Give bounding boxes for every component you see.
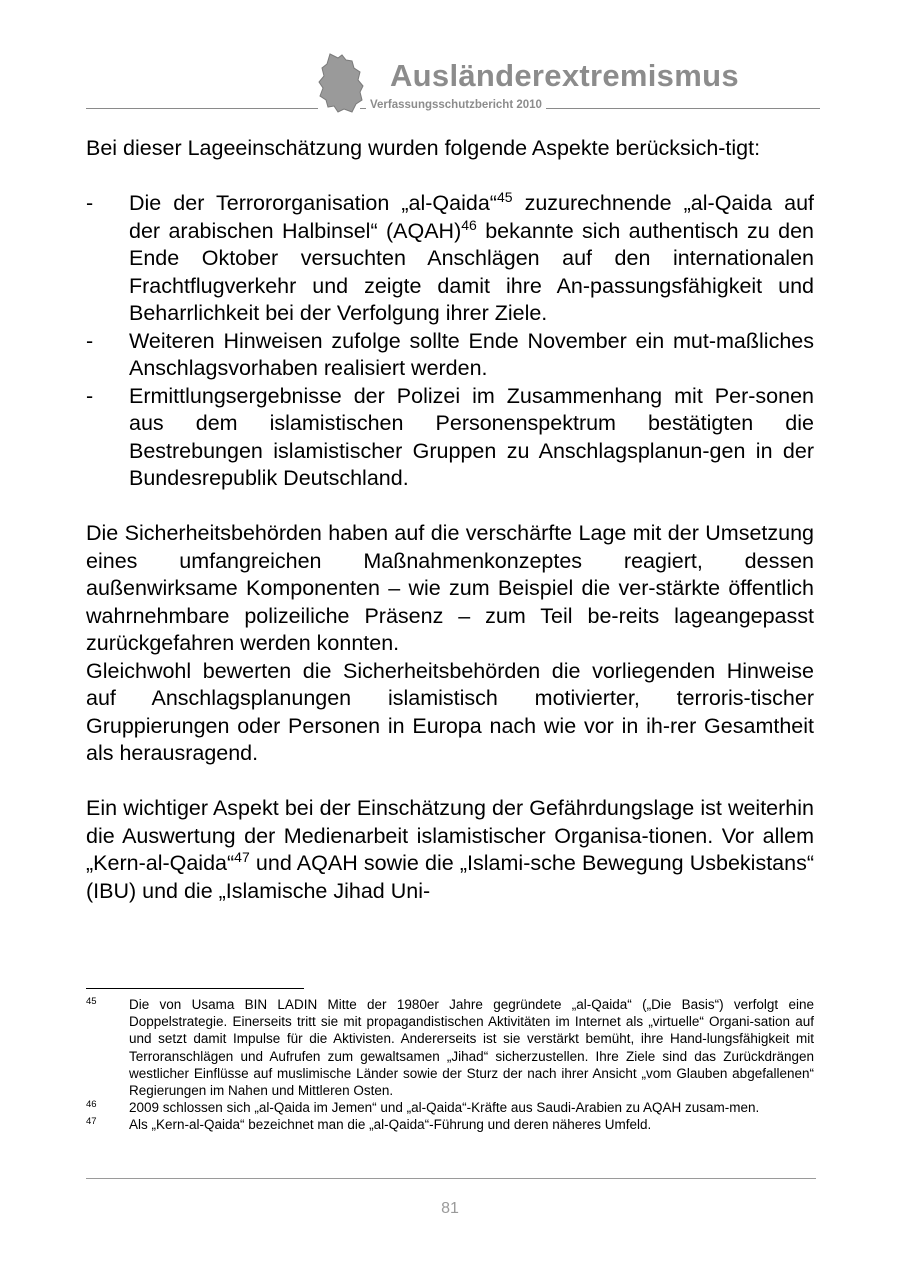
- paragraph-media: [86, 795, 814, 905]
- bullet-item: [86, 383, 814, 493]
- footnote-number: 45: [86, 996, 97, 1007]
- saxony-anhalt-map-icon: [316, 52, 366, 114]
- bullet-text: Ermittlungsergebnisse der Polizei im Zusammenhang mit Per-sonen aus dem islamistischen Personenspektrum bestätigten die Bestrebungen islamistischer Gruppen zu Anschlagsplanun-gen in der Bundesrepublik Deutschland.: [129, 383, 814, 490]
- footnote-45: [86, 996, 814, 1099]
- bullet-text: Die der Terrororganisation „al-Qaida“: [129, 191, 497, 215]
- bullet-item: [86, 190, 814, 328]
- footnotes: [86, 996, 814, 1134]
- bullet-text: bekannte sich authentisch zu den Ende Oktober versuchten Anschlägen auf den internationalen Frachtflugverkehr und zeigte damit ihre An-passungsfähigkeit und Beharrlichkeit bei der Verfolgung ihrer Ziele.: [129, 218, 814, 325]
- bullet-dash: -: [86, 191, 94, 215]
- header-rule-left: [86, 108, 318, 109]
- bullet-dash: -: [86, 328, 94, 353]
- paragraph-measures: Die Sicherheitsbehörden haben auf die verschärfte Lage mit der Umsetzung eines umfangreichen Maßnahmenkonzeptes reagiert, dessen außenwirksame Komponenten – wie zum Beispiel die ver-stärkte öffentlich wahrnehmbare polizeiliche Präsenz – zum Teil be-reits lageangepasst zurückgefahren werden konnten.: [86, 521, 814, 655]
- footnote-text: Als „Kern-al-Qaida“ bezeichnet man die „al-Qaida“-Führung und deren näheres Umfeld.: [129, 1117, 652, 1133]
- bullet-item: [86, 328, 814, 383]
- bullet-text: zuzurechnende „al-Qaida auf der arabischen Halbinsel“ (AQAH): [129, 191, 815, 243]
- paragraph-text: und AQAH sowie die „Islami-sche Bewegung Usbekistans“ (IBU) und die „Islamische Jihad Uni-: [86, 851, 814, 903]
- intro-paragraph: Bei dieser Lageeinschätzung wurden folgende Aspekte berücksich-tigt:: [86, 136, 761, 160]
- footnote-ref-46: 46: [461, 216, 477, 233]
- footnote-ref-47: 47: [234, 848, 250, 865]
- header-subtitle: Verfassungsschutzbericht 2010: [366, 99, 546, 111]
- footnote-text: Die von Usama BIN LADIN Mitte der 1980er Jahre gegründete „al-Qaida“ („Die Basis“) verfolgt eine Doppelstrategie. Einerseits tritt sie mit propagandistischen Aktivitäten im Internet als „virtuelle“ Organi-sation auf und setzt damit Impulse für die Aktivisten. Andererseits ist sie verstärkt bemüht, ihre Hand-lungsfähigkeit mit Terroranschlägen und Aufrufen zum gewaltsamen „Jihad“ sicherzustellen. Ihre Ziele sind das Zurückdrängen westlicher Einflüsse auf muslimische Länder sowie der Sturz der nach ihrer Ansicht „vom Glauben abgefallenen“ Regierungen im Nahen und Mittleren Osten.: [129, 997, 814, 1099]
- header-title: Ausländerextremismus: [390, 58, 739, 93]
- footnote-46: [86, 1099, 814, 1116]
- footnote-number: 46: [86, 1099, 97, 1111]
- page-number: 81: [441, 1200, 459, 1217]
- footnote-ref-45: 45: [496, 188, 513, 205]
- footer-rule: [86, 1178, 816, 1179]
- footnote-separator: [86, 988, 304, 989]
- footnote-number: 47: [86, 1116, 97, 1128]
- footnote-47: [86, 1116, 814, 1133]
- page-header: [0, 0, 900, 130]
- bullet-dash: -: [86, 383, 94, 408]
- footnote-text: 2009 schlossen sich „al-Qaida im Jemen“ und „al-Qaida“-Kräfte aus Saudi-Arabien zu AQAH zusam-men.: [129, 1100, 760, 1116]
- main-text: [86, 135, 814, 905]
- paragraph-text: Ein wichtiger Aspekt bei der Einschätzung der Gefährdungslage ist weiterhin die Auswertung der Medienarbeit islamistischer Organisa-tionen. Vor allem „Kern-al-Qaida“: [86, 796, 814, 875]
- paragraph-assessment: Gleichwohl bewerten die Sicherheitsbehörden die vorliegenden Hinweise auf Anschlagsplanungen islamistisch motivierter, terroris-tischer Gruppierungen oder Personen in Europa nach wie vor in ih-rer Gesamtheit als herausragend.: [86, 658, 814, 765]
- bullet-text: Weiteren Hinweisen zufolge sollte Ende November ein mut-maßliches Anschlagsvorhaben realisiert werden.: [129, 328, 814, 380]
